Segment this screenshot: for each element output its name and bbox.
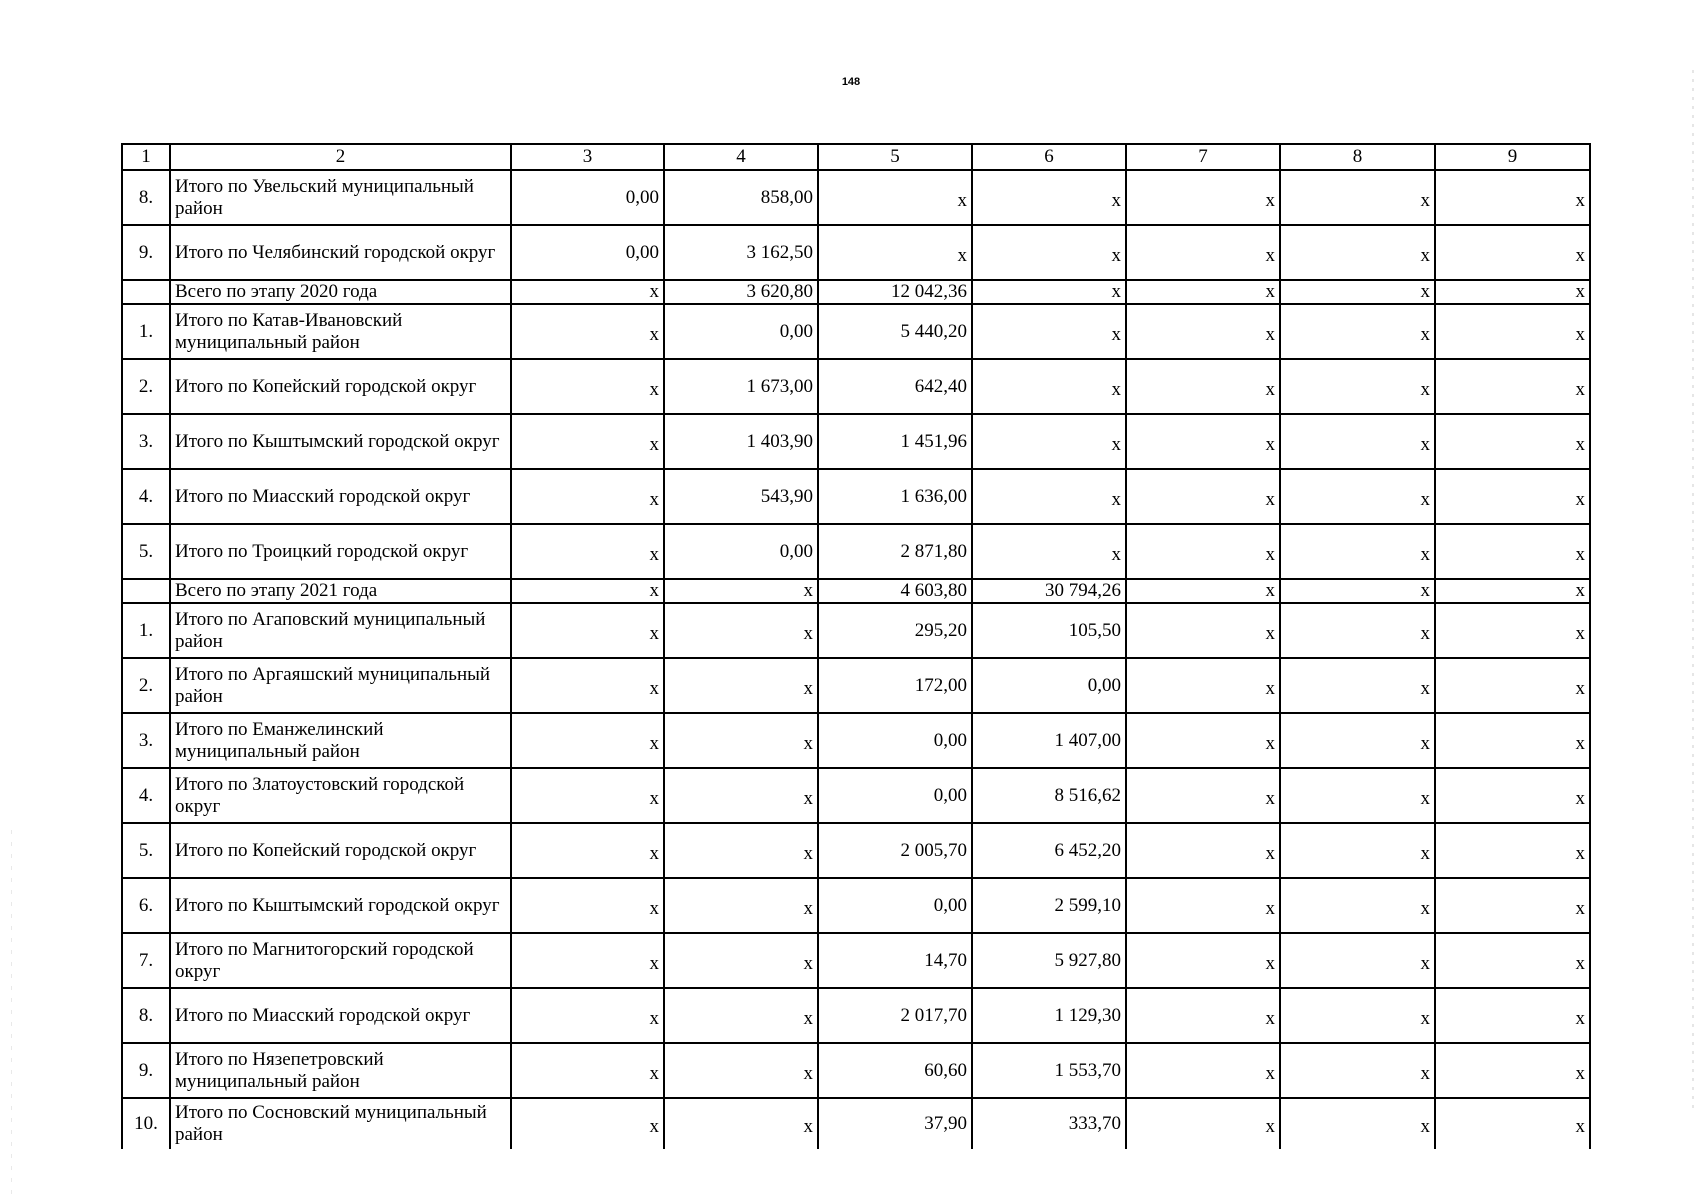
row-number-cell: 2.	[122, 359, 170, 414]
col4-value-cell: 858,00	[664, 170, 818, 225]
col3-value-cell: x	[511, 1098, 664, 1149]
col7-value-cell: x	[1126, 933, 1280, 988]
col3-value-cell: x	[511, 658, 664, 713]
col6-value-cell: x	[972, 280, 1126, 304]
row-number-cell: 3.	[122, 713, 170, 768]
row-number-cell: 6.	[122, 878, 170, 933]
page-number: 148	[841, 76, 861, 88]
col3-value-cell: x	[511, 823, 664, 878]
col7-value-cell: x	[1126, 170, 1280, 225]
col7-value-cell: x	[1126, 304, 1280, 359]
col4-value-cell: x	[664, 1098, 818, 1149]
budget-table	[121, 143, 1591, 1149]
col4-value-cell: x	[664, 1043, 818, 1098]
table-row	[122, 1043, 1590, 1098]
col9-value-cell: x	[1435, 469, 1590, 524]
col5-value-cell: 37,90	[818, 1098, 972, 1149]
header-row	[122, 144, 1590, 170]
table-row	[122, 878, 1590, 933]
col7-value-cell: x	[1126, 988, 1280, 1043]
col9-value-cell: x	[1435, 933, 1590, 988]
row-name-cell: Итого по Златоустовский городской округ	[170, 768, 511, 823]
col9-value-cell: x	[1435, 713, 1590, 768]
col4-value-cell: x	[664, 933, 818, 988]
col6-value-cell: 30 794,26	[972, 579, 1126, 603]
table-row	[122, 469, 1590, 524]
col6-value-cell: 1 407,00	[972, 713, 1126, 768]
col8-value-cell: x	[1280, 933, 1435, 988]
col3-value-cell: x	[511, 469, 664, 524]
row-name-cell: Итого по Троицкий городской округ	[170, 524, 511, 579]
table-row	[122, 933, 1590, 988]
row-number-cell: 7.	[122, 933, 170, 988]
col3-value-cell: x	[511, 304, 664, 359]
row-name-cell: Итого по Еманжелинский муниципальный район	[170, 713, 511, 768]
row-name-cell: Итого по Копейский городской округ	[170, 823, 511, 878]
col5-value-cell: 172,00	[818, 658, 972, 713]
col7-value-cell: x	[1126, 225, 1280, 280]
table-row	[122, 988, 1590, 1043]
col5-value-cell: x	[818, 225, 972, 280]
col8-value-cell: x	[1280, 414, 1435, 469]
col6-value-cell: 1 553,70	[972, 1043, 1126, 1098]
header-cell: 9	[1435, 144, 1590, 170]
table-body	[122, 170, 1590, 1149]
row-number-cell: 8.	[122, 988, 170, 1043]
table-row	[122, 225, 1590, 280]
col7-value-cell: x	[1126, 713, 1280, 768]
col7-value-cell: x	[1126, 280, 1280, 304]
col3-value-cell: x	[511, 988, 664, 1043]
col9-value-cell: x	[1435, 280, 1590, 304]
col6-value-cell: 1 129,30	[972, 988, 1126, 1043]
row-name-cell: Итого по Копейский городской округ	[170, 359, 511, 414]
header-cell: 4	[664, 144, 818, 170]
col9-value-cell: x	[1435, 524, 1590, 579]
table-row	[122, 304, 1590, 359]
col5-value-cell: 1 636,00	[818, 469, 972, 524]
col6-value-cell: 0,00	[972, 658, 1126, 713]
stage-total-row	[122, 280, 1590, 304]
row-number-cell	[122, 579, 170, 603]
col3-value-cell: x	[511, 933, 664, 988]
col7-value-cell: x	[1126, 823, 1280, 878]
col6-value-cell: x	[972, 524, 1126, 579]
col9-value-cell: x	[1435, 579, 1590, 603]
col3-value-cell: x	[511, 414, 664, 469]
col4-value-cell: 1 673,00	[664, 359, 818, 414]
col6-value-cell: x	[972, 225, 1126, 280]
col9-value-cell: x	[1435, 658, 1590, 713]
col5-value-cell: 0,00	[818, 768, 972, 823]
col9-value-cell: x	[1435, 359, 1590, 414]
col4-value-cell: x	[664, 579, 818, 603]
col5-value-cell: 5 440,20	[818, 304, 972, 359]
col9-value-cell: x	[1435, 823, 1590, 878]
row-number-cell: 1.	[122, 304, 170, 359]
col5-value-cell: 642,40	[818, 359, 972, 414]
col8-value-cell: x	[1280, 713, 1435, 768]
col6-value-cell: x	[972, 304, 1126, 359]
row-name-cell: Итого по Кыштымский городской округ	[170, 414, 511, 469]
col7-value-cell: x	[1126, 658, 1280, 713]
col9-value-cell: x	[1435, 1098, 1590, 1149]
col9-value-cell: x	[1435, 225, 1590, 280]
col4-value-cell: 1 403,90	[664, 414, 818, 469]
col5-value-cell: 0,00	[818, 713, 972, 768]
col6-value-cell: x	[972, 469, 1126, 524]
row-name-cell: Итого по Миасский городской округ	[170, 988, 511, 1043]
col6-value-cell: 5 927,80	[972, 933, 1126, 988]
col7-value-cell: x	[1126, 1098, 1280, 1149]
col5-value-cell: 14,70	[818, 933, 972, 988]
col3-value-cell: x	[511, 280, 664, 304]
col7-value-cell: x	[1126, 878, 1280, 933]
row-number-cell: 4.	[122, 469, 170, 524]
scan-edge-artifact	[1692, 70, 1694, 1110]
col5-value-cell: 2 005,70	[818, 823, 972, 878]
row-name-cell: Итого по Нязепетровский муниципальный район	[170, 1043, 511, 1098]
table-row	[122, 603, 1590, 658]
row-number-cell: 5.	[122, 823, 170, 878]
row-name-cell: Итого по Челябинский городской округ	[170, 225, 511, 280]
col3-value-cell: x	[511, 579, 664, 603]
header-cell: 2	[170, 144, 511, 170]
table-row	[122, 170, 1590, 225]
row-name-cell: Итого по Катав-Ивановский муниципальный район	[170, 304, 511, 359]
col8-value-cell: x	[1280, 524, 1435, 579]
col4-value-cell: x	[664, 768, 818, 823]
col5-value-cell: 2 017,70	[818, 988, 972, 1043]
table-row	[122, 768, 1590, 823]
col6-value-cell: 2 599,10	[972, 878, 1126, 933]
row-number-cell: 10.	[122, 1098, 170, 1149]
col3-value-cell: x	[511, 1043, 664, 1098]
header-cell: 5	[818, 144, 972, 170]
col8-value-cell: x	[1280, 1043, 1435, 1098]
header-cell: 3	[511, 144, 664, 170]
col9-value-cell: x	[1435, 603, 1590, 658]
col8-value-cell: x	[1280, 1098, 1435, 1149]
col8-value-cell: x	[1280, 878, 1435, 933]
table-row	[122, 359, 1590, 414]
col5-value-cell: 4 603,80	[818, 579, 972, 603]
col8-value-cell: x	[1280, 579, 1435, 603]
col7-value-cell: x	[1126, 524, 1280, 579]
row-number-cell: 5.	[122, 524, 170, 579]
row-name-cell: Итого по Сосновский муниципальный район	[170, 1098, 511, 1149]
col5-value-cell: 12 042,36	[818, 280, 972, 304]
col4-value-cell: x	[664, 658, 818, 713]
col8-value-cell: x	[1280, 768, 1435, 823]
col4-value-cell: x	[664, 823, 818, 878]
col5-value-cell: 1 451,96	[818, 414, 972, 469]
col4-value-cell: x	[664, 878, 818, 933]
row-name-cell: Всего по этапу 2020 года	[170, 280, 511, 304]
col6-value-cell: 8 516,62	[972, 768, 1126, 823]
col4-value-cell: 0,00	[664, 524, 818, 579]
row-name-cell: Итого по Агаповский муниципальный район	[170, 603, 511, 658]
col8-value-cell: x	[1280, 304, 1435, 359]
col9-value-cell: x	[1435, 768, 1590, 823]
row-number-cell	[122, 280, 170, 304]
col8-value-cell: x	[1280, 280, 1435, 304]
header-cell: 8	[1280, 144, 1435, 170]
row-name-cell: Итого по Кыштымский городской округ	[170, 878, 511, 933]
col9-value-cell: x	[1435, 878, 1590, 933]
col7-value-cell: x	[1126, 1043, 1280, 1098]
col7-value-cell: x	[1126, 768, 1280, 823]
col3-value-cell: x	[511, 359, 664, 414]
col6-value-cell: 6 452,20	[972, 823, 1126, 878]
row-number-cell: 9.	[122, 1043, 170, 1098]
scan-edge-artifact	[11, 830, 12, 1200]
col4-value-cell: 0,00	[664, 304, 818, 359]
col5-value-cell: 2 871,80	[818, 524, 972, 579]
col8-value-cell: x	[1280, 603, 1435, 658]
header-cell: 7	[1126, 144, 1280, 170]
col6-value-cell: x	[972, 359, 1126, 414]
col6-value-cell: 105,50	[972, 603, 1126, 658]
col9-value-cell: x	[1435, 988, 1590, 1043]
col3-value-cell: 0,00	[511, 225, 664, 280]
col8-value-cell: x	[1280, 823, 1435, 878]
col4-value-cell: 543,90	[664, 469, 818, 524]
stage-total-row	[122, 579, 1590, 603]
col9-value-cell: x	[1435, 1043, 1590, 1098]
col3-value-cell: x	[511, 878, 664, 933]
col4-value-cell: x	[664, 988, 818, 1043]
table-row	[122, 1098, 1590, 1149]
col5-value-cell: 0,00	[818, 878, 972, 933]
col9-value-cell: x	[1435, 170, 1590, 225]
table-row	[122, 823, 1590, 878]
col9-value-cell: x	[1435, 414, 1590, 469]
row-number-cell: 1.	[122, 603, 170, 658]
col7-value-cell: x	[1126, 359, 1280, 414]
row-number-cell: 4.	[122, 768, 170, 823]
col8-value-cell: x	[1280, 469, 1435, 524]
col8-value-cell: x	[1280, 170, 1435, 225]
col3-value-cell: x	[511, 713, 664, 768]
col8-value-cell: x	[1280, 225, 1435, 280]
row-number-cell: 9.	[122, 225, 170, 280]
col7-value-cell: x	[1126, 579, 1280, 603]
col3-value-cell: x	[511, 524, 664, 579]
col7-value-cell: x	[1126, 469, 1280, 524]
col4-value-cell: 3 620,80	[664, 280, 818, 304]
row-number-cell: 2.	[122, 658, 170, 713]
col3-value-cell: x	[511, 603, 664, 658]
row-number-cell: 8.	[122, 170, 170, 225]
table-row	[122, 524, 1590, 579]
col5-value-cell: 295,20	[818, 603, 972, 658]
col8-value-cell: x	[1280, 988, 1435, 1043]
col9-value-cell: x	[1435, 304, 1590, 359]
col6-value-cell: x	[972, 170, 1126, 225]
col6-value-cell: x	[972, 414, 1126, 469]
row-name-cell: Всего по этапу 2021 года	[170, 579, 511, 603]
row-number-cell: 3.	[122, 414, 170, 469]
col8-value-cell: x	[1280, 658, 1435, 713]
col3-value-cell: x	[511, 768, 664, 823]
col4-value-cell: 3 162,50	[664, 225, 818, 280]
table-row	[122, 658, 1590, 713]
col4-value-cell: x	[664, 603, 818, 658]
row-name-cell: Итого по Увельский муниципальный район	[170, 170, 511, 225]
col3-value-cell: 0,00	[511, 170, 664, 225]
col8-value-cell: x	[1280, 359, 1435, 414]
col6-value-cell: 333,70	[972, 1098, 1126, 1149]
table-row	[122, 713, 1590, 768]
col4-value-cell: x	[664, 713, 818, 768]
header-cell: 6	[972, 144, 1126, 170]
col7-value-cell: x	[1126, 414, 1280, 469]
row-name-cell: Итого по Аргаяшский муниципальный район	[170, 658, 511, 713]
row-name-cell: Итого по Магнитогорский городской округ	[170, 933, 511, 988]
header-cell: 1	[122, 144, 170, 170]
col7-value-cell: x	[1126, 603, 1280, 658]
row-name-cell: Итого по Миасский городской округ	[170, 469, 511, 524]
col5-value-cell: 60,60	[818, 1043, 972, 1098]
col5-value-cell: x	[818, 170, 972, 225]
table-row	[122, 414, 1590, 469]
